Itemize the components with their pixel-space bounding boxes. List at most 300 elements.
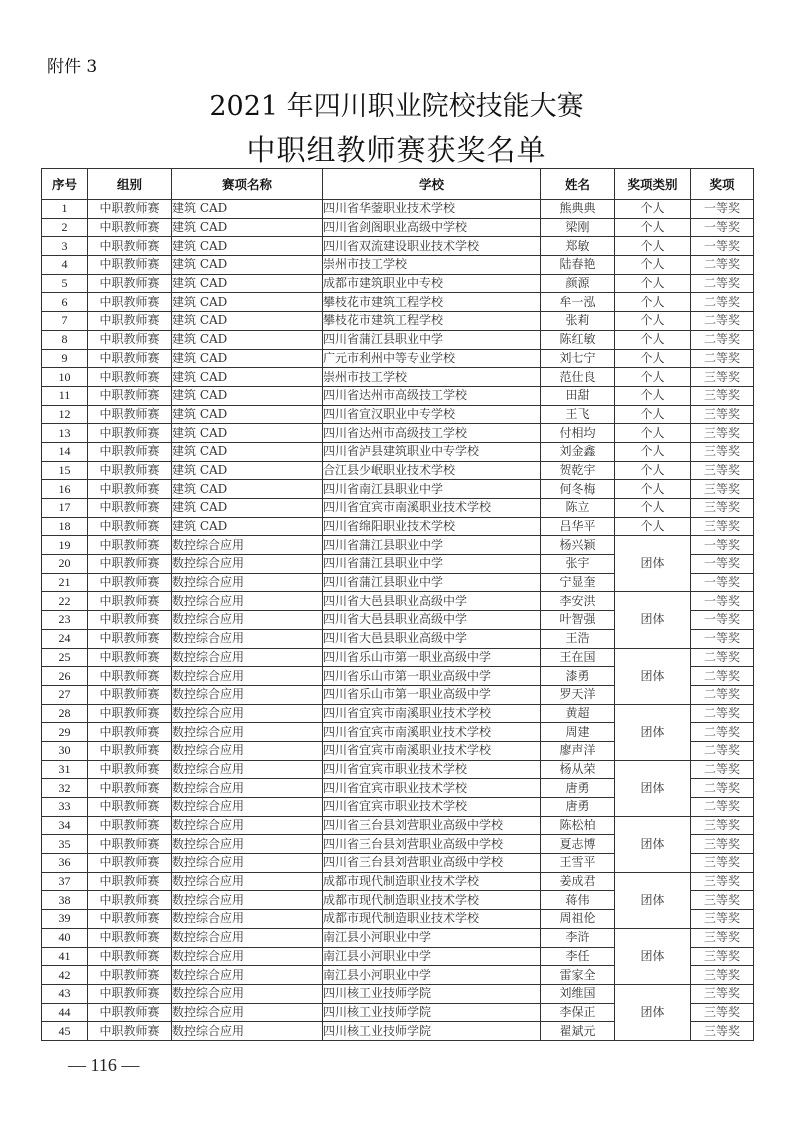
cell-name: 王飞 <box>541 405 615 424</box>
table-row <box>42 760 754 779</box>
cell-no: 20 <box>42 555 88 574</box>
cell-event: 建筑 CAD <box>172 405 323 424</box>
cell-award-type: 个人 <box>615 368 691 387</box>
cell-award-type: 个人 <box>615 517 691 536</box>
cell-group: 中职教师赛 <box>88 667 172 686</box>
cell-award: 二等奖 <box>691 312 754 331</box>
cell-name: 周祖伦 <box>541 910 615 929</box>
cell-award-type: 个人 <box>615 461 691 480</box>
cell-school: 成都市现代制造职业技术学校 <box>323 872 541 891</box>
cell-award-type: 团体 <box>615 592 691 648</box>
cell-group: 中职教师赛 <box>88 536 172 555</box>
header-event: 赛项名称 <box>172 169 323 200</box>
table-row <box>42 349 754 368</box>
cell-school: 四川核工业技师学院 <box>323 984 541 1003</box>
cell-group: 中职教师赛 <box>88 499 172 518</box>
cell-award-type: 个人 <box>615 218 691 237</box>
cell-award: 三等奖 <box>691 966 754 985</box>
cell-no: 45 <box>42 1022 88 1041</box>
cell-group: 中职教师赛 <box>88 349 172 368</box>
cell-group: 中职教师赛 <box>88 854 172 873</box>
cell-no: 23 <box>42 611 88 630</box>
cell-no: 6 <box>42 293 88 312</box>
header-award-type: 奖项类别 <box>615 169 691 200</box>
cell-name: 雷家全 <box>541 966 615 985</box>
cell-award: 一等奖 <box>691 573 754 592</box>
cell-name: 杨从荣 <box>541 760 615 779</box>
cell-group: 中职教师赛 <box>88 517 172 536</box>
cell-award: 一等奖 <box>691 536 754 555</box>
table-row <box>42 237 754 256</box>
cell-school: 四川省蒲江县职业中学 <box>323 330 541 349</box>
cell-award: 三等奖 <box>691 984 754 1003</box>
cell-name: 王在国 <box>541 648 615 667</box>
cell-award: 一等奖 <box>691 555 754 574</box>
cell-group: 中职教师赛 <box>88 835 172 854</box>
cell-award: 二等奖 <box>691 704 754 723</box>
cell-event: 数控综合应用 <box>172 816 323 835</box>
cell-name: 宁显奎 <box>541 573 615 592</box>
cell-school: 四川省三台县刘营职业高级中学校 <box>323 816 541 835</box>
table-row <box>42 442 754 461</box>
cell-school: 四川省蒲江县职业中学 <box>323 573 541 592</box>
cell-award-type: 个人 <box>615 312 691 331</box>
cell-no: 10 <box>42 368 88 387</box>
cell-award-type: 团体 <box>615 704 691 760</box>
cell-group: 中职教师赛 <box>88 872 172 891</box>
table-row <box>42 480 754 499</box>
cell-no: 25 <box>42 648 88 667</box>
table-row <box>42 461 754 480</box>
cell-event: 数控综合应用 <box>172 984 323 1003</box>
cell-event: 建筑 CAD <box>172 237 323 256</box>
cell-school: 崇州市技工学校 <box>323 256 541 275</box>
cell-award: 三等奖 <box>691 854 754 873</box>
cell-school: 四川省大邑县职业高级中学 <box>323 611 541 630</box>
cell-award-type: 个人 <box>615 274 691 293</box>
header-award: 奖项 <box>691 169 754 200</box>
cell-name: 黄超 <box>541 704 615 723</box>
cell-school: 四川省乐山市第一职业高级中学 <box>323 685 541 704</box>
cell-name: 熊典典 <box>541 200 615 219</box>
cell-event: 数控综合应用 <box>172 798 323 817</box>
cell-name: 何冬梅 <box>541 480 615 499</box>
cell-group: 中职教师赛 <box>88 237 172 256</box>
cell-school: 四川省宜宾市南溪职业技术学校 <box>323 499 541 518</box>
cell-name: 陈红敏 <box>541 330 615 349</box>
cell-group: 中职教师赛 <box>88 218 172 237</box>
cell-school: 攀枝花市建筑工程学校 <box>323 293 541 312</box>
cell-award: 二等奖 <box>691 648 754 667</box>
table-row <box>42 256 754 275</box>
table-header-row <box>42 169 754 200</box>
cell-award: 三等奖 <box>691 368 754 387</box>
cell-award: 一等奖 <box>691 592 754 611</box>
table-row <box>42 816 754 835</box>
cell-award-type: 个人 <box>615 330 691 349</box>
cell-school: 四川省宜宾市南溪职业技术学校 <box>323 723 541 742</box>
cell-name: 贺乾宇 <box>541 461 615 480</box>
table-row <box>42 424 754 443</box>
cell-school: 四川省三台县刘营职业高级中学校 <box>323 854 541 873</box>
cell-no: 38 <box>42 891 88 910</box>
cell-award: 三等奖 <box>691 1022 754 1041</box>
cell-group: 中职教师赛 <box>88 312 172 331</box>
cell-name: 吕华平 <box>541 517 615 536</box>
cell-award: 一等奖 <box>691 629 754 648</box>
cell-award: 二等奖 <box>691 667 754 686</box>
cell-group: 中职教师赛 <box>88 723 172 742</box>
cell-event: 数控综合应用 <box>172 966 323 985</box>
cell-event: 建筑 CAD <box>172 218 323 237</box>
cell-event: 数控综合应用 <box>172 779 323 798</box>
cell-name: 蒋伟 <box>541 891 615 910</box>
cell-award: 二等奖 <box>691 293 754 312</box>
cell-school: 崇州市技工学校 <box>323 368 541 387</box>
cell-school: 四川省华蓥职业技术学校 <box>323 200 541 219</box>
header-group: 组别 <box>88 169 172 200</box>
cell-no: 8 <box>42 330 88 349</box>
cell-no: 27 <box>42 685 88 704</box>
table-row <box>42 200 754 219</box>
cell-no: 42 <box>42 966 88 985</box>
cell-award: 一等奖 <box>691 218 754 237</box>
table-row <box>42 592 754 611</box>
cell-award: 二等奖 <box>691 685 754 704</box>
cell-group: 中职教师赛 <box>88 368 172 387</box>
attachment-label: 附件 3 <box>47 57 98 77</box>
cell-no: 19 <box>42 536 88 555</box>
cell-event: 数控综合应用 <box>172 928 323 947</box>
document-subtitle: 中职组教师赛获奖名单 <box>246 133 547 167</box>
cell-group: 中职教师赛 <box>88 461 172 480</box>
cell-event: 数控综合应用 <box>172 685 323 704</box>
cell-name: 付相均 <box>541 424 615 443</box>
cell-school: 四川省宜宾市职业技术学校 <box>323 779 541 798</box>
cell-group: 中职教师赛 <box>88 816 172 835</box>
cell-school: 成都市建筑职业中专校 <box>323 274 541 293</box>
cell-name: 李安洪 <box>541 592 615 611</box>
cell-event: 数控综合应用 <box>172 1022 323 1041</box>
cell-no: 21 <box>42 573 88 592</box>
cell-award: 二等奖 <box>691 798 754 817</box>
cell-award: 二等奖 <box>691 741 754 760</box>
cell-name: 刘维国 <box>541 984 615 1003</box>
cell-name: 翟斌元 <box>541 1022 615 1041</box>
cell-name: 颜源 <box>541 274 615 293</box>
cell-name: 廖声洋 <box>541 741 615 760</box>
cell-event: 建筑 CAD <box>172 368 323 387</box>
cell-event: 数控综合应用 <box>172 741 323 760</box>
cell-no: 4 <box>42 256 88 275</box>
cell-name: 牟一泓 <box>541 293 615 312</box>
cell-group: 中职教师赛 <box>88 555 172 574</box>
cell-school: 四川省大邑县职业高级中学 <box>323 592 541 611</box>
cell-group: 中职教师赛 <box>88 798 172 817</box>
cell-school: 广元市利州中等专业学校 <box>323 349 541 368</box>
cell-school: 南江县小河职业中学 <box>323 966 541 985</box>
header-name: 姓名 <box>541 169 615 200</box>
cell-name: 陆春艳 <box>541 256 615 275</box>
cell-event: 建筑 CAD <box>172 499 323 518</box>
cell-group: 中职教师赛 <box>88 480 172 499</box>
cell-group: 中职教师赛 <box>88 442 172 461</box>
table-row <box>42 872 754 891</box>
cell-name: 夏志博 <box>541 835 615 854</box>
cell-school: 南江县小河职业中学 <box>323 947 541 966</box>
cell-award: 二等奖 <box>691 274 754 293</box>
cell-award: 三等奖 <box>691 947 754 966</box>
cell-event: 建筑 CAD <box>172 200 323 219</box>
cell-award: 二等奖 <box>691 760 754 779</box>
cell-no: 41 <box>42 947 88 966</box>
cell-name: 罗天洋 <box>541 685 615 704</box>
cell-group: 中职教师赛 <box>88 760 172 779</box>
cell-group: 中职教师赛 <box>88 1003 172 1022</box>
cell-no: 33 <box>42 798 88 817</box>
cell-school: 四川省乐山市第一职业高级中学 <box>323 648 541 667</box>
cell-event: 数控综合应用 <box>172 835 323 854</box>
cell-event: 数控综合应用 <box>172 592 323 611</box>
cell-award: 三等奖 <box>691 816 754 835</box>
header-school: 学校 <box>323 169 541 200</box>
cell-name: 唐勇 <box>541 779 615 798</box>
cell-event: 建筑 CAD <box>172 461 323 480</box>
cell-no: 44 <box>42 1003 88 1022</box>
cell-event: 数控综合应用 <box>172 629 323 648</box>
cell-award: 一等奖 <box>691 200 754 219</box>
cell-name: 郑敏 <box>541 237 615 256</box>
cell-event: 数控综合应用 <box>172 667 323 686</box>
cell-award-type: 团体 <box>615 816 691 872</box>
cell-award: 一等奖 <box>691 237 754 256</box>
table-row <box>42 274 754 293</box>
cell-no: 15 <box>42 461 88 480</box>
cell-event: 数控综合应用 <box>172 1003 323 1022</box>
table-row <box>42 218 754 237</box>
table-row <box>42 312 754 331</box>
cell-school: 四川省剑阁职业高级中学校 <box>323 218 541 237</box>
cell-school: 四川省大邑县职业高级中学 <box>323 629 541 648</box>
cell-school: 成都市现代制造职业技术学校 <box>323 910 541 929</box>
cell-award-type: 个人 <box>615 256 691 275</box>
cell-group: 中职教师赛 <box>88 648 172 667</box>
cell-name: 李任 <box>541 947 615 966</box>
cell-name: 周建 <box>541 723 615 742</box>
cell-group: 中职教师赛 <box>88 330 172 349</box>
cell-event: 数控综合应用 <box>172 573 323 592</box>
cell-school: 南江县小河职业中学 <box>323 928 541 947</box>
cell-school: 攀枝花市建筑工程学校 <box>323 312 541 331</box>
table-row <box>42 517 754 536</box>
cell-event: 建筑 CAD <box>172 424 323 443</box>
cell-group: 中职教师赛 <box>88 293 172 312</box>
cell-award: 三等奖 <box>691 499 754 518</box>
cell-school: 四川省三台县刘营职业高级中学校 <box>323 835 541 854</box>
cell-award-type: 团体 <box>615 648 691 704</box>
table-body <box>42 200 754 1041</box>
cell-school: 四川核工业技师学院 <box>323 1022 541 1041</box>
cell-no: 40 <box>42 928 88 947</box>
cell-no: 22 <box>42 592 88 611</box>
cell-school: 四川省南江县职业中学 <box>323 480 541 499</box>
cell-event: 建筑 CAD <box>172 330 323 349</box>
table-row <box>42 704 754 723</box>
cell-event: 数控综合应用 <box>172 891 323 910</box>
cell-school: 四川省宣汉职业中专学校 <box>323 405 541 424</box>
cell-no: 1 <box>42 200 88 219</box>
cell-school: 四川省宜宾市职业技术学校 <box>323 798 541 817</box>
cell-group: 中职教师赛 <box>88 611 172 630</box>
cell-event: 数控综合应用 <box>172 760 323 779</box>
cell-no: 36 <box>42 854 88 873</box>
cell-no: 7 <box>42 312 88 331</box>
cell-name: 姜成君 <box>541 872 615 891</box>
cell-no: 5 <box>42 274 88 293</box>
cell-school: 四川省绵阳职业技术学校 <box>323 517 541 536</box>
cell-name: 张莉 <box>541 312 615 331</box>
table-row <box>42 386 754 405</box>
cell-award: 三等奖 <box>691 442 754 461</box>
cell-event: 建筑 CAD <box>172 256 323 275</box>
cell-event: 建筑 CAD <box>172 349 323 368</box>
table-row <box>42 368 754 387</box>
cell-name: 梁刚 <box>541 218 615 237</box>
cell-name: 杨兴颖 <box>541 536 615 555</box>
cell-no: 35 <box>42 835 88 854</box>
cell-award: 三等奖 <box>691 872 754 891</box>
cell-group: 中职教师赛 <box>88 1022 172 1041</box>
page-number: — 116 — <box>68 1055 140 1075</box>
cell-award: 三等奖 <box>691 928 754 947</box>
cell-no: 17 <box>42 499 88 518</box>
cell-award-type: 个人 <box>615 386 691 405</box>
cell-group: 中职教师赛 <box>88 966 172 985</box>
cell-name: 范仕良 <box>541 368 615 387</box>
table-row <box>42 928 754 947</box>
cell-name: 陈松柏 <box>541 816 615 835</box>
cell-award-type: 个人 <box>615 293 691 312</box>
cell-event: 建筑 CAD <box>172 442 323 461</box>
cell-no: 18 <box>42 517 88 536</box>
table-row <box>42 984 754 1003</box>
cell-event: 数控综合应用 <box>172 536 323 555</box>
cell-event: 建筑 CAD <box>172 517 323 536</box>
table-row <box>42 405 754 424</box>
cell-award-type: 个人 <box>615 200 691 219</box>
table-row <box>42 499 754 518</box>
cell-no: 9 <box>42 349 88 368</box>
cell-group: 中职教师赛 <box>88 947 172 966</box>
cell-no: 29 <box>42 723 88 742</box>
cell-event: 数控综合应用 <box>172 555 323 574</box>
cell-group: 中职教师赛 <box>88 629 172 648</box>
cell-award: 三等奖 <box>691 461 754 480</box>
cell-event: 建筑 CAD <box>172 274 323 293</box>
cell-event: 建筑 CAD <box>172 386 323 405</box>
cell-group: 中职教师赛 <box>88 928 172 947</box>
cell-no: 39 <box>42 910 88 929</box>
cell-no: 26 <box>42 667 88 686</box>
cell-award: 三等奖 <box>691 891 754 910</box>
cell-school: 四川省泸县建筑职业中专学校 <box>323 442 541 461</box>
cell-award: 三等奖 <box>691 1003 754 1022</box>
cell-school: 四川省蒲江县职业中学 <box>323 555 541 574</box>
cell-no: 14 <box>42 442 88 461</box>
cell-no: 37 <box>42 872 88 891</box>
cell-group: 中职教师赛 <box>88 891 172 910</box>
cell-event: 数控综合应用 <box>172 611 323 630</box>
cell-group: 中职教师赛 <box>88 910 172 929</box>
cell-school: 四川省双流建设职业技术学校 <box>323 237 541 256</box>
cell-award-type: 个人 <box>615 349 691 368</box>
cell-award-type: 个人 <box>615 424 691 443</box>
cell-award: 三等奖 <box>691 405 754 424</box>
cell-award-type: 团体 <box>615 760 691 816</box>
cell-no: 24 <box>42 629 88 648</box>
cell-event: 数控综合应用 <box>172 723 323 742</box>
cell-no: 11 <box>42 386 88 405</box>
cell-no: 16 <box>42 480 88 499</box>
cell-award-type: 个人 <box>615 237 691 256</box>
cell-award: 三等奖 <box>691 517 754 536</box>
cell-no: 34 <box>42 816 88 835</box>
cell-award-type: 个人 <box>615 480 691 499</box>
cell-group: 中职教师赛 <box>88 424 172 443</box>
cell-school: 合江县少岷职业技术学校 <box>323 461 541 480</box>
cell-award-type: 团体 <box>615 536 691 592</box>
cell-name: 李保正 <box>541 1003 615 1022</box>
cell-name: 田甜 <box>541 386 615 405</box>
cell-event: 数控综合应用 <box>172 910 323 929</box>
cell-no: 2 <box>42 218 88 237</box>
cell-no: 30 <box>42 741 88 760</box>
cell-award-type: 个人 <box>615 405 691 424</box>
cell-award-type: 团体 <box>615 984 691 1040</box>
cell-group: 中职教师赛 <box>88 256 172 275</box>
cell-school: 四川省宜宾市南溪职业技术学校 <box>323 704 541 723</box>
cell-name: 刘金鑫 <box>541 442 615 461</box>
cell-school: 四川省达州市高级技工学校 <box>323 424 541 443</box>
cell-no: 43 <box>42 984 88 1003</box>
cell-no: 3 <box>42 237 88 256</box>
cell-group: 中职教师赛 <box>88 592 172 611</box>
cell-no: 28 <box>42 704 88 723</box>
cell-no: 12 <box>42 405 88 424</box>
awards-table <box>41 168 754 1041</box>
cell-award: 三等奖 <box>691 480 754 499</box>
cell-award: 二等奖 <box>691 256 754 275</box>
cell-school: 四川省蒲江县职业中学 <box>323 536 541 555</box>
table-row <box>42 330 754 349</box>
cell-name: 张宇 <box>541 555 615 574</box>
cell-group: 中职教师赛 <box>88 200 172 219</box>
table-row <box>42 536 754 555</box>
cell-award-type: 团体 <box>615 928 691 984</box>
cell-group: 中职教师赛 <box>88 386 172 405</box>
cell-award: 一等奖 <box>691 611 754 630</box>
cell-school: 四川省达州市高级技工学校 <box>323 386 541 405</box>
cell-award: 二等奖 <box>691 723 754 742</box>
cell-name: 李浒 <box>541 928 615 947</box>
cell-group: 中职教师赛 <box>88 573 172 592</box>
cell-event: 建筑 CAD <box>172 312 323 331</box>
cell-no: 32 <box>42 779 88 798</box>
cell-name: 刘七宁 <box>541 349 615 368</box>
cell-name: 王浩 <box>541 629 615 648</box>
cell-school: 四川省乐山市第一职业高级中学 <box>323 667 541 686</box>
header-no: 序号 <box>42 169 88 200</box>
